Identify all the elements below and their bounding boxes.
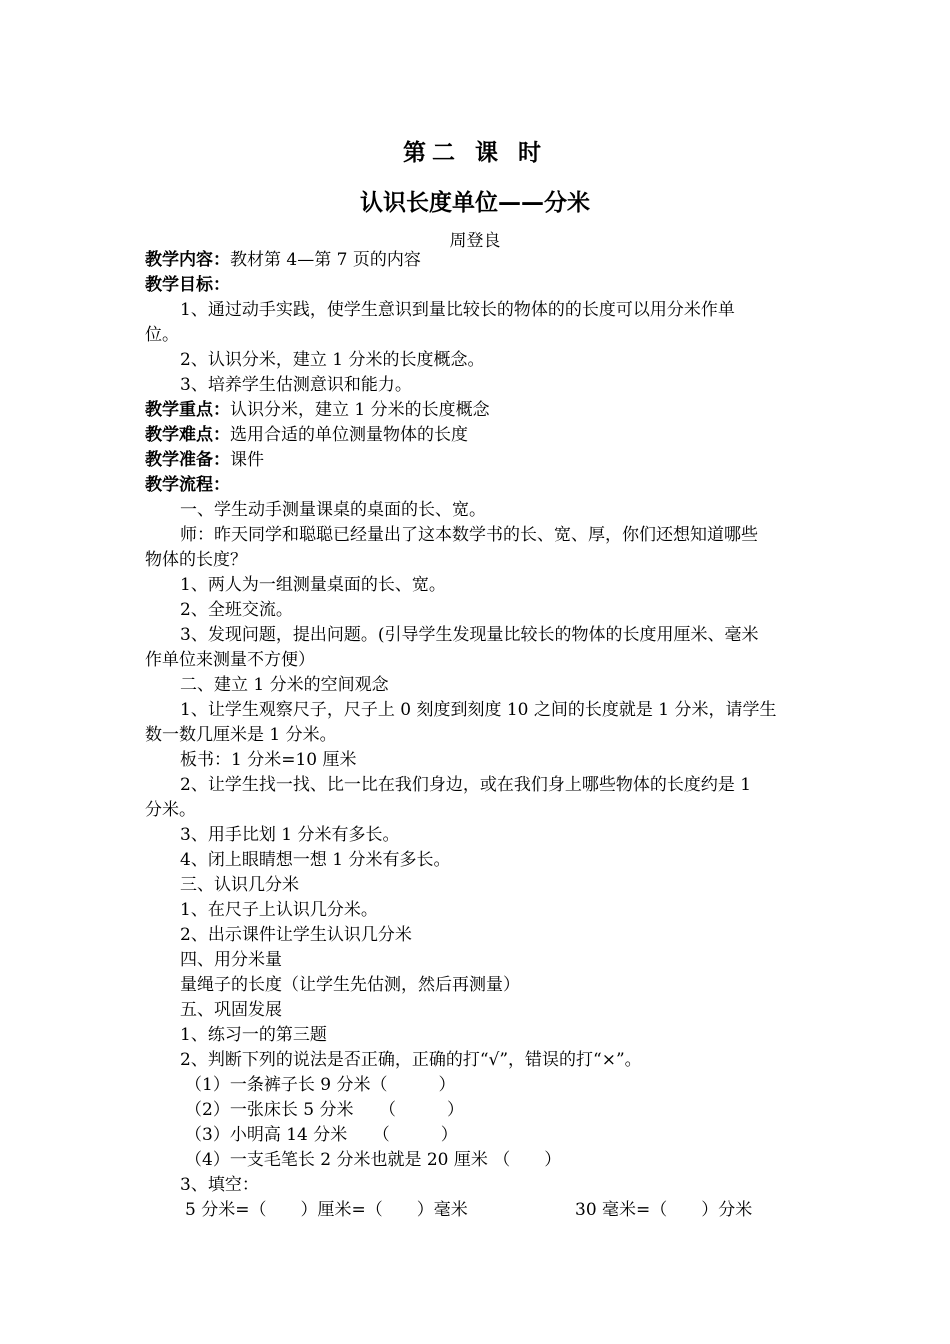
fill-blank-b: 30 毫米=（ ）分米 — [575, 1200, 753, 1220]
goal-1-line-a: 1、通过动手实践，使学生意识到量比较长的物体的的长度可以用分米作单 — [180, 300, 735, 320]
fill-blank-a: 5 分米=（ ）厘米=（ ）毫米 — [185, 1200, 468, 1220]
content-label: 教学内容： — [145, 250, 230, 270]
judge-item-3: （3）小明高 14 分米 （ ） — [185, 1125, 458, 1145]
document-body — [145, 248, 810, 1223]
step-2-item-3: 3、用手比划 1 分米有多长。 — [180, 825, 400, 845]
content-text: 教材第 4—第 7 页的内容 — [230, 250, 421, 270]
difficulty-label: 教学难点： — [145, 425, 230, 445]
step-2-heading: 二、建立 1 分米的空间观念 — [180, 675, 389, 695]
lesson-title: 第二 课 时 — [402, 140, 547, 166]
goal-2: 2、认识分米，建立 1 分米的长度概念。 — [180, 350, 485, 370]
step-5-item-1: 1、练习一的第三题 — [180, 1025, 327, 1045]
step-5-item-2: 2、判断下列的说法是否正确，正确的打“√”，错误的打“×”。 — [180, 1050, 642, 1070]
step-2-item-4: 4、闭上眼睛想一想 1 分米有多长。 — [180, 850, 451, 870]
step-1-item-2: 2、全班交流。 — [180, 600, 293, 620]
step-4-heading: 四、用分米量 — [180, 950, 282, 970]
step-2-item-1-line-b: 数一数几厘米是 1 分米。 — [145, 725, 337, 745]
preparation-text: 课件 — [230, 450, 264, 470]
step-1-item-3-line-a: 3、发现问题，提出问题。(引导学生发现量比较长的物体的长度用厘米、毫米 — [180, 625, 759, 645]
key-point-text: 认识分米，建立 1 分米的长度概念 — [230, 400, 490, 420]
step-2-item-2-line-a: 2、让学生找一找、比一比在我们身边，或在我们身上哪些物体的长度约是 1 — [180, 775, 752, 795]
goals-heading — [145, 273, 810, 298]
step-1-item-3-line-b: 作单位来测量不方便） — [145, 650, 315, 670]
teacher-line-a: 师：昨天同学和聪聪已经量出了这本数学书的长、宽、厚，你们还想知道哪些 — [180, 525, 758, 545]
teacher-line-b: 物体的长度？ — [145, 550, 247, 570]
content-line — [145, 248, 810, 273]
step-4-item-1: 量绳子的长度（让学生先估测，然后再测量） — [180, 975, 520, 995]
step-3-heading: 三、认识几分米 — [180, 875, 299, 895]
step-3-item-2: 2、出示课件让学生认识几分米 — [180, 925, 412, 945]
key-point-label: 教学重点： — [145, 400, 230, 420]
process-heading — [145, 473, 810, 498]
difficulty-line — [145, 423, 810, 448]
step-5-heading: 五、巩固发展 — [180, 1000, 282, 1020]
step-1-heading: 一、学生动手测量课桌的桌面的长、宽。 — [180, 500, 486, 520]
step-3-item-1: 1、在尺子上认识几分米。 — [180, 900, 378, 920]
fill-blank-row — [145, 1198, 810, 1223]
lesson-subtitle: 认识长度单位——分米 — [360, 190, 590, 216]
preparation-line — [145, 448, 810, 473]
process-label: 教学流程： — [145, 475, 230, 495]
step-2-item-2-line-b: 分米。 — [145, 800, 196, 820]
step-1-item-1: 1、两人为一组测量桌面的长、宽。 — [180, 575, 446, 595]
goal-3: 3、培养学生估测意识和能力。 — [180, 375, 412, 395]
judge-item-2: （2）一张床长 5 分米 （ ） — [185, 1100, 464, 1120]
author-name: 周登良 — [449, 231, 501, 251]
step-2-item-1-line-a: 1、让学生观察尺子，尺子上 0 刻度到刻度 10 之间的长度就是 1 分米，请学生 — [180, 700, 777, 720]
key-point-line — [145, 398, 810, 423]
goal-1-line-b: 位。 — [145, 325, 179, 345]
judge-item-4: （4）一支毛笔长 2 分米也就是 20 厘米 （ ） — [185, 1150, 562, 1170]
judge-item-1: （1）一条裤子长 9 分米（ ） — [185, 1075, 456, 1095]
board-note: 板书：1 分米=10 厘米 — [180, 750, 357, 770]
step-5-item-3: 3、填空： — [180, 1175, 259, 1195]
difficulty-text: 选用合适的单位测量物体的长度 — [230, 425, 468, 445]
goals-label: 教学目标： — [145, 275, 230, 295]
preparation-label: 教学准备： — [145, 450, 230, 470]
